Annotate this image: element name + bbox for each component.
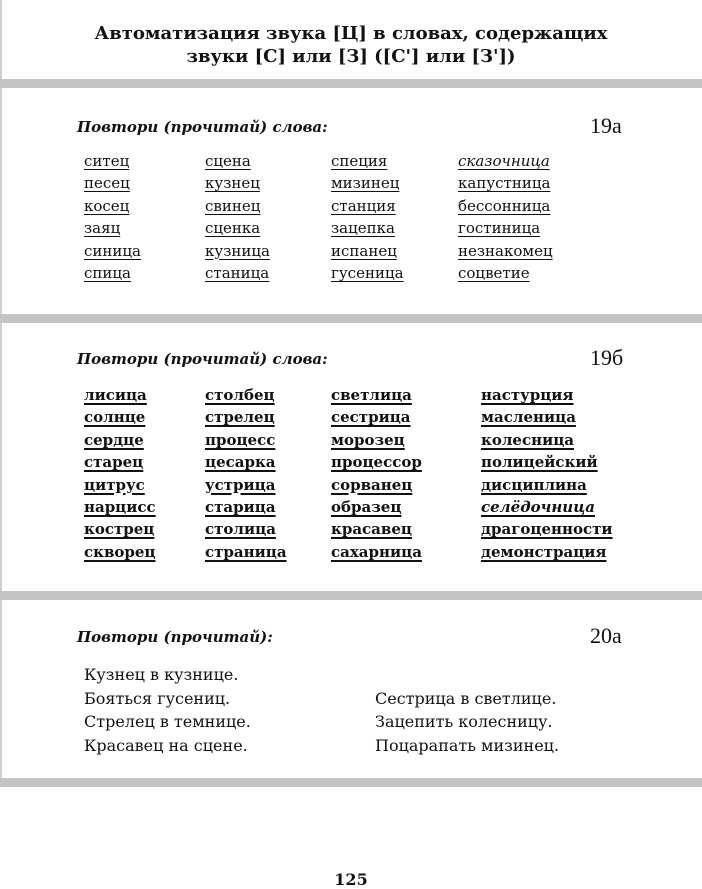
word: скворец	[84, 542, 156, 561]
word: стрелец	[205, 408, 275, 427]
word: незнакомец	[458, 241, 553, 260]
word: старец	[84, 453, 144, 472]
word: станция	[331, 196, 396, 215]
word: заяц	[84, 219, 121, 238]
word: сценка	[205, 219, 261, 238]
word: нарцисс	[84, 497, 156, 516]
word: сказочница	[458, 152, 550, 170]
sentence: Зацепить колесницу.	[375, 712, 553, 731]
word: масленица	[481, 408, 576, 427]
word-column-19b-3	[331, 384, 422, 563]
word: синица	[84, 241, 141, 260]
word: драгоценности	[481, 520, 613, 539]
word: лисица	[84, 386, 147, 404]
word: цесарка	[205, 453, 276, 472]
word: кузнец	[205, 174, 260, 193]
word: процесс	[205, 430, 276, 449]
word: гостиница	[458, 219, 541, 238]
word: сцена	[205, 152, 251, 170]
word: процессор	[331, 453, 422, 472]
word-column-19b-4	[481, 384, 613, 563]
word-column-19b-1	[84, 384, 156, 563]
word: настурция	[481, 386, 574, 404]
word: ситец	[84, 152, 130, 170]
word: бессонница	[458, 196, 551, 215]
exercise-number-20a: 20а	[590, 623, 622, 648]
word: устрица	[205, 475, 276, 494]
word: страница	[205, 542, 287, 561]
page-edge	[0, 323, 2, 591]
word: столбец	[205, 386, 275, 404]
word: капустница	[458, 174, 551, 193]
word: сестрица	[331, 408, 411, 427]
word: селёдочница	[481, 497, 595, 516]
sentence: Сестрица в светлице.	[375, 688, 557, 708]
word: спица	[84, 263, 131, 282]
word: морозец	[331, 430, 405, 449]
word: сердце	[84, 430, 144, 449]
word: цитрус	[84, 475, 145, 494]
word: свинец	[205, 196, 261, 215]
word: зацепка	[331, 219, 395, 238]
sentence: Кузнец в кузнице.	[84, 665, 239, 684]
word-column-19a-1	[84, 150, 141, 284]
word: станица	[205, 263, 270, 282]
exercise-number-19a: 19а	[590, 113, 622, 138]
word: испанец	[331, 241, 397, 260]
word: старица	[205, 497, 276, 516]
word-column-19a-3	[331, 150, 404, 284]
instruction-20a: Повтори (прочитай):	[77, 628, 273, 646]
sentence: Стрелец в темнице.	[84, 712, 251, 731]
word: демонстрация	[481, 542, 607, 561]
word: мизинец	[331, 174, 400, 193]
word: красавец	[331, 520, 412, 539]
sentence-list-right	[375, 687, 559, 758]
sentence: Бояться гусениц.	[84, 688, 231, 708]
word: соцветие	[458, 263, 530, 282]
word: светлица	[331, 386, 412, 404]
page-edge	[0, 600, 2, 778]
word: колесница	[481, 430, 574, 449]
word: гусеница	[331, 263, 404, 282]
page-title	[0, 22, 702, 68]
word: кузница	[205, 241, 270, 260]
word: песец	[84, 174, 130, 193]
divider-2	[0, 314, 702, 323]
instruction-19b: Повтори (прочитай) слова:	[77, 350, 328, 368]
word-column-19b-2	[205, 384, 287, 563]
word: косец	[84, 196, 130, 215]
word: сахарница	[331, 542, 422, 561]
divider-4	[0, 778, 702, 787]
word: солнце	[84, 408, 146, 427]
word: специя	[331, 152, 388, 170]
title-line-2: звуки [С] или [З] ([С'] или [З'])	[186, 46, 516, 67]
word-column-19a-4	[458, 150, 553, 284]
word: сорванец	[331, 475, 413, 494]
word: образец	[331, 497, 402, 516]
sentence-list-left	[84, 663, 251, 757]
divider-1	[0, 79, 702, 88]
exercise-number-19b: 19б	[590, 345, 624, 370]
word: кострец	[84, 520, 155, 539]
instruction-19a: Повтори (прочитай) слова:	[77, 118, 328, 136]
word: столица	[205, 520, 276, 539]
divider-3	[0, 591, 702, 600]
sentence: Красавец на сцене.	[84, 735, 248, 755]
title-line-1: Автоматизация звука [Ц] в словах, содержащих	[94, 23, 608, 44]
word: дисциплина	[481, 475, 587, 494]
page-edge	[0, 88, 2, 314]
word-column-19a-2	[205, 150, 270, 284]
sentence: Поцарапать мизинец.	[375, 735, 560, 755]
page-number: 125	[334, 870, 368, 889]
word: полицейский	[481, 453, 598, 472]
